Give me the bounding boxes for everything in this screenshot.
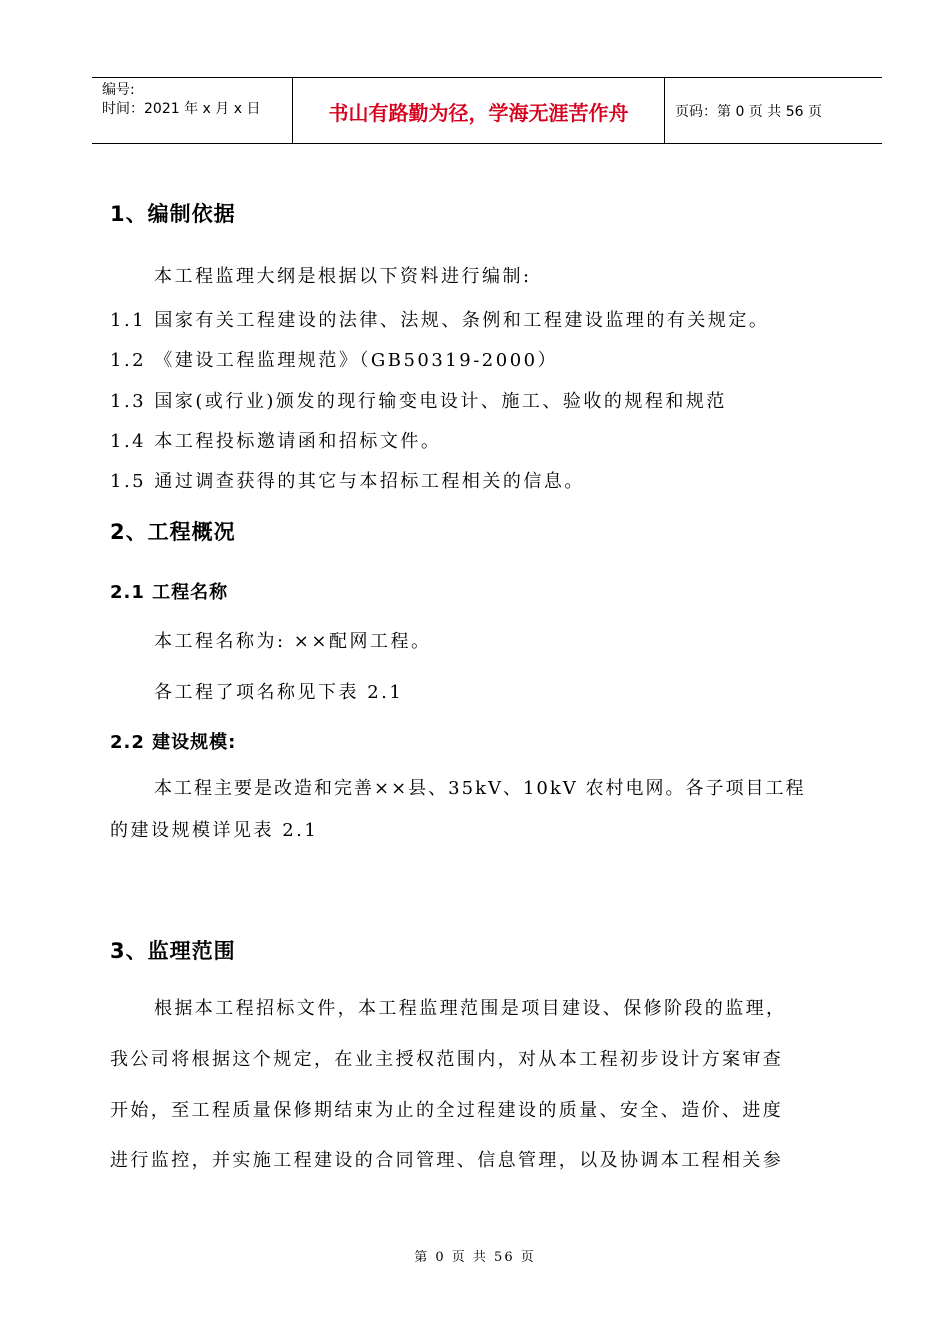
section-2-1-paragraph: 各工程了项名称见下表 2.1 <box>154 682 404 703</box>
section-1-item: 1.4 本工程投标邀请函和招标文件。 <box>110 431 442 452</box>
section-3-paragraph: 进行监控，并实施工程建设的合同管理、信息管理，以及协调本工程相关参 <box>110 1150 784 1171</box>
page-footer: 第 0 页 共 56 页 <box>414 1250 536 1265</box>
date-label: 时间：2021 年 x 月 x 日 <box>102 101 261 117</box>
section-3-paragraph: 根据本工程招标文件，本工程监理范围是项目建设、保修阶段的监理， <box>154 998 787 1019</box>
header-meta <box>92 78 293 143</box>
section-1-intro: 本工程监理大纲是根据以下资料进行编制: <box>154 266 532 287</box>
section-2-2-paragraph: 本工程主要是改造和完善××县、35kV、10kV 农村电网。各子项目工程 <box>154 778 806 799</box>
section-2-1-title: 2.1 工程名称 <box>110 582 229 603</box>
section-3-title: 3、监理范围 <box>110 939 236 963</box>
number-label: 编号: <box>102 82 135 98</box>
section-1-title: 1、编制依据 <box>110 202 236 226</box>
section-3-paragraph: 我公司将根据这个规定，在业主授权范围内，对从本工程初步设计方案审查 <box>110 1049 784 1070</box>
section-1-item: 1.1 国家有关工程建设的法律、法规、条例和工程建设监理的有关规定。 <box>110 310 770 331</box>
page-header <box>92 77 882 144</box>
header-page-label: 页码：第 0 页 共 56 页 <box>675 103 822 120</box>
section-1-item: 1.3 国家(或行业)颁发的现行输变电设计、施工、验收的规程和规范 <box>110 391 727 412</box>
header-motto: 书山有路勤为径，学海无涯苦作舟 <box>293 78 665 143</box>
section-2-2-title: 2.2 建设规模: <box>110 732 237 753</box>
section-3-paragraph: 开始，至工程质量保修期结束为止的全过程建设的质量、安全、造价、进度 <box>110 1100 784 1121</box>
section-2-2-paragraph: 的建设规模详见表 2.1 <box>110 820 319 841</box>
section-1-item: 1.2 《建设工程监理规范》（GB50319-2000） <box>110 350 559 371</box>
section-2-1-paragraph: 本工程名称为: ××配网工程。 <box>154 631 432 652</box>
section-1-item: 1.5 通过调查获得的其它与本招标工程相关的信息。 <box>110 471 585 492</box>
section-2-title: 2、工程概况 <box>110 520 236 544</box>
